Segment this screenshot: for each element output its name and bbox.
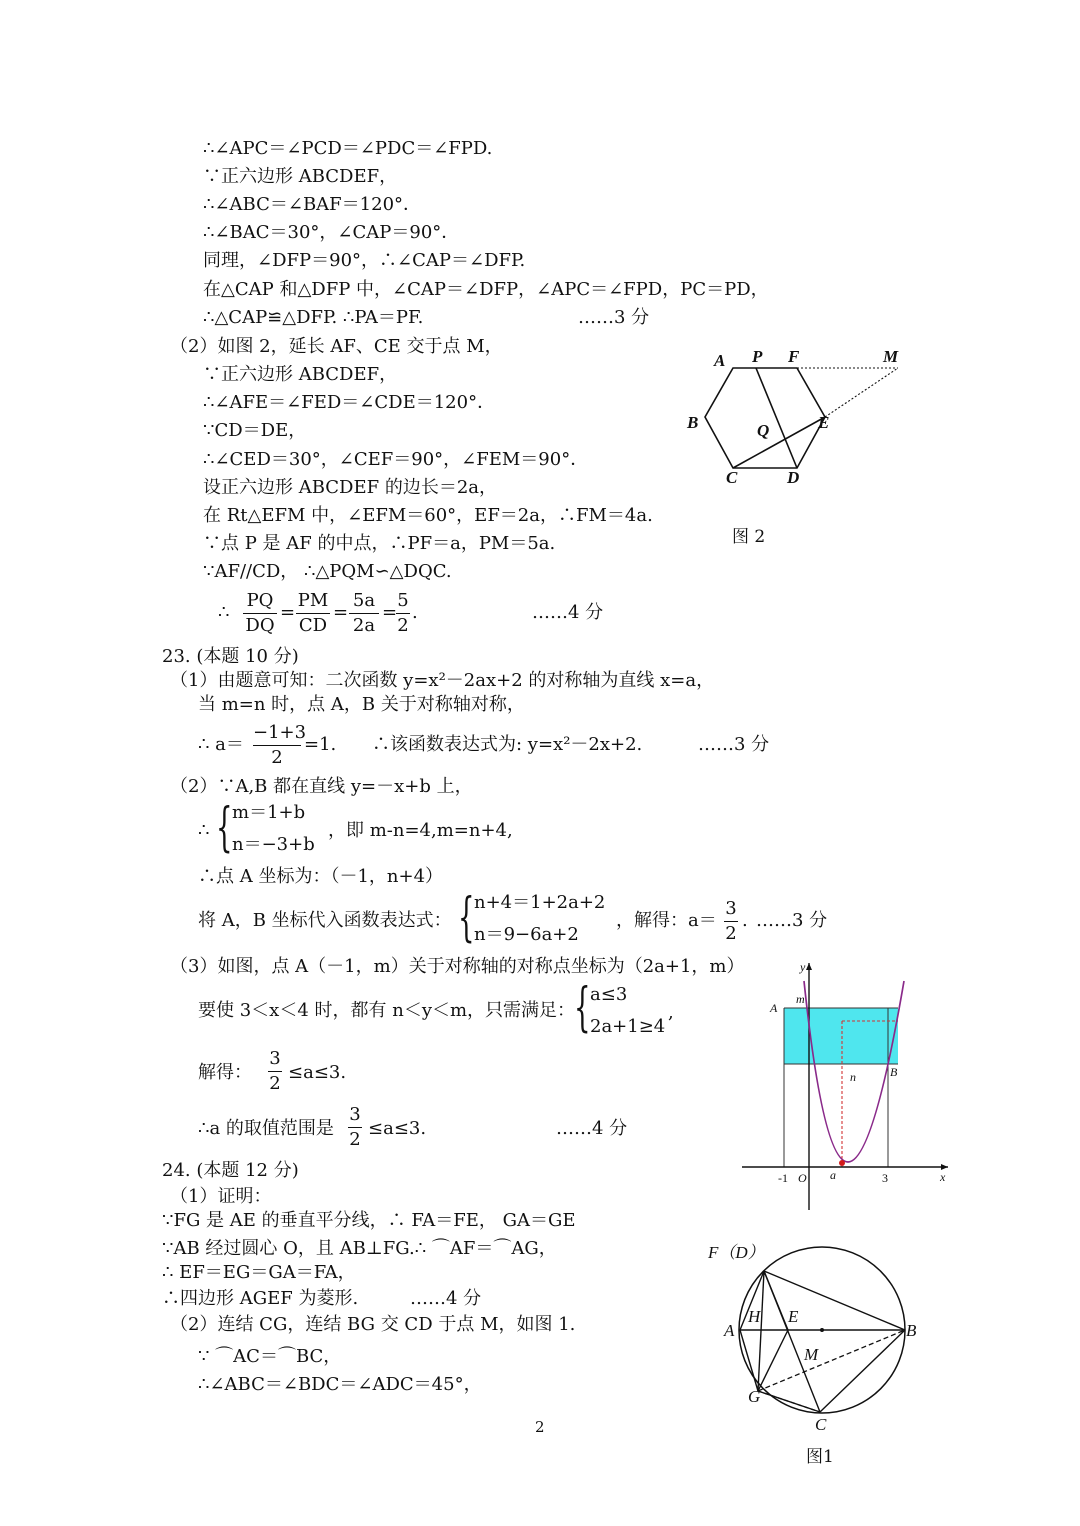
- label-FD: F（D）: [708, 1243, 765, 1262]
- label-C: C: [726, 468, 738, 487]
- label-M: M: [804, 1345, 819, 1364]
- label-B: B: [906, 1321, 917, 1340]
- label-A: A: [714, 351, 726, 370]
- label-P: P: [752, 347, 763, 366]
- label-C: C: [815, 1415, 827, 1434]
- dashed-segment-gb: [758, 1330, 905, 1391]
- segment-ge: [758, 1330, 788, 1391]
- label-E: E: [788, 1307, 799, 1326]
- label-B: B: [687, 413, 699, 432]
- brace: {: [574, 978, 591, 1038]
- vertex-point: [839, 1160, 845, 1166]
- label-A: A: [770, 1001, 778, 1015]
- shaded-region: [784, 1008, 898, 1064]
- text-line: ，即 m-n=4,m=n+4,: [328, 820, 513, 841]
- chord-fg: [758, 1271, 764, 1391]
- text-line: ∴△CAP≌△DFP. ∴PA＝PF.: [203, 307, 424, 328]
- text-line: （3）如图，点 A（－1，m）关于对称轴的对称点坐标为（2a+1，m）: [170, 956, 745, 977]
- text-line: ∴四边形 AGEF 为菱形.: [162, 1288, 359, 1309]
- text-line: ∵FG 是 AE 的垂直平分线，∴ FA＝FE， GA＝GE: [162, 1210, 576, 1231]
- text-line: 将 A，B 坐标代入函数表达式：: [198, 910, 452, 931]
- parabola-graph: [738, 955, 960, 1215]
- text-line: ，解得：a＝: [616, 910, 717, 931]
- label-y: y: [800, 960, 806, 974]
- text-line: ≤a≤3.: [288, 1062, 347, 1083]
- score-label: ……4 分: [532, 602, 604, 623]
- text-line: ∴点 A 坐标为：（－1，n+4）: [198, 866, 444, 887]
- text-line: 当 m=n 时，点 A，B 关于对称轴对称，: [198, 694, 525, 715]
- text-line: ∵AF//CD， ∴△PQM∽△DQC.: [203, 561, 452, 582]
- text-line: ∵AB 经过圆心 O，且 AB⊥FG.∴ ⌒AF＝⌒AG，: [162, 1238, 557, 1259]
- label-H: H: [748, 1307, 761, 1326]
- label-F: F: [788, 347, 800, 366]
- fraction: 3 2: [269, 1048, 281, 1094]
- label-a: a: [830, 1168, 836, 1182]
- document-page: ∴∠APC＝∠PCD＝∠PDC＝∠FPD. ∵正六边形 ABCDEF， ∴∠ABC＝∠BAF＝120°． ∴∠BAC＝30°，∠CAP＝90°． 同理，∠DFP＝90°，∴∠CAP＝∠DFP. 在△CAP 和△DFP 中，∠CAP＝∠DFP，∠APC＝∠FPD，PC＝PD， ∴△CAP≌△DFP. ∴PA＝PF. ……3 分 （2）如图 2，延长 AF、CE 交于点 M， ∵正六边形 ABCDEF， ∴∠AFE＝∠FED＝∠CDE＝120°． ∵CD＝DE， ∴∠CED＝30°，∠CEF＝90°，∠FEM＝90°． 设正六边形 ABCDEF 的边长＝2a， 在 Rt△EFM 中，∠EFM＝60°，EF＝2a，∴FM＝4a. ∵点 P 是 AF 的中点，∴PF＝a，PM＝5a. ∵AF//CD， ∴△PQM∽△DQC. ∴ PQ DQ = PM CD = 5a 2a = 5 2 . ……4 分 23. (本题 10 分) （1）由题意可知：二次函数 y=x²－2ax+2 的对称轴为直线 x=a， 当 m=n 时，点 A，B 关于对称轴对称， ∴ a＝ −1+3 2 =1. ∴该函数表达式为: y=x²－2x+2. ……3 分 （2）∵A,B 都在直线 y=－x+b 上， ∴ { m＝1+b n＝−3+b ，即 m-n=4,m=n+4, ∴点 A 坐标为：（－1，n+4） 将 A，B 坐标代入函数表达式： { n+4＝1+2a+2 n＝9−6a+2 ，解得：a＝ 3 2 . ……3 分 （3）如图，点 A（－1，m）关于对称轴的对称点坐标为（2a+1，m） 要使 3＜x＜4 时，都有 n＜y＜m，只需满足： { a≤3 2a+1≥4 , 解得： 3 2 ≤a≤3. ∴a 的取值范围是 3 2 ≤a≤3. ……4 分 24. (本题 12 分) （1）证明： ∵FG 是 AE 的垂直平分线，∴ FA＝FE， GA＝GE ∵AB 经过圆心 O，且 AB⊥FG.∴ ⌒AF＝⌒AG， ∴ EF＝EG＝GA＝FA， ∴四边形 AGEF 为菱形. ……4 分 （2）连结 CG，连结 BG 交 CD 于点 M，如图 1. ∵ ⌒AC＝⌒BC， ∴∠ABC＝∠BDC＝∠ADC＝45°， 2 A P F M B Q E C D 图 2 y x A m B n O a -1 3 F（D） A H E B M G C 图1: [0, 0, 1080, 1526]
- fraction: PM CD: [297, 590, 329, 636]
- fraction: 3 2: [349, 1104, 361, 1150]
- brace: {: [216, 798, 233, 858]
- text-line: 解得：: [198, 1062, 252, 1083]
- text-line: ∵CD＝DE，: [203, 420, 307, 441]
- score-label: ……3 分: [756, 910, 828, 931]
- system-line: n+4＝1+2a+2: [474, 892, 606, 913]
- text-line: （2）如图 2，延长 AF、CE 交于点 M，: [170, 336, 503, 357]
- label-G: G: [748, 1387, 761, 1406]
- label-O: O: [798, 1171, 807, 1185]
- score-label: ……4 分: [556, 1118, 628, 1139]
- label-x: x: [940, 1170, 946, 1184]
- segment-ag: [740, 1330, 758, 1391]
- text-line: （1）证明：: [170, 1186, 272, 1207]
- figure-2-hexagon: [680, 340, 920, 510]
- text-line: ∴∠APC＝∠PCD＝∠PDC＝∠FPD.: [203, 138, 493, 159]
- text-line: 设正六边形 ABCDEF 的边长＝2a，: [203, 477, 498, 498]
- text-line: 在 Rt△EFM 中，∠EFM＝60°，EF＝2a，∴FM＝4a.: [203, 505, 653, 526]
- brace: {: [458, 888, 475, 948]
- system-line: n＝−3+b: [232, 834, 315, 855]
- text-line: 要使 3＜x＜4 时，都有 n＜y＜m，只需满足：: [198, 1000, 576, 1021]
- text-line: ∴∠ABC＝∠BDC＝∠ADC＝45°，: [198, 1374, 482, 1395]
- text-line: ∵正六边形 ABCDEF，: [203, 364, 398, 385]
- question-title: 23. (本题 10 分): [162, 646, 299, 667]
- fraction: 5a 2a: [349, 590, 379, 637]
- text-line: 同理，∠DFP＝90°，∴∠CAP＝∠DFP.: [203, 250, 526, 271]
- label-M: M: [883, 347, 899, 366]
- fraction: PQ DQ: [243, 590, 277, 637]
- label-A: A: [724, 1321, 735, 1340]
- text-line: （2）连结 CG，连结 BG 交 CD 于点 M，如图 1.: [170, 1314, 576, 1335]
- fraction: −1+3 2: [253, 722, 307, 768]
- segment-pd: [756, 368, 797, 468]
- question-title: 24. (本题 12 分): [162, 1160, 299, 1181]
- text-line: ∴ EF＝EG＝GA＝FA，: [162, 1262, 356, 1283]
- label-m: m: [796, 992, 805, 1006]
- text-line: ∴该函数表达式为: y=x²－2x+2.: [372, 734, 643, 755]
- text-line: ∴∠AFE＝∠FED＝∠CDE＝120°．: [203, 392, 496, 413]
- text-line: （2）∵A,B 都在直线 y=－x+b 上，: [170, 776, 473, 797]
- dotted-line-em: [825, 368, 898, 417]
- text-line: ∵点 P 是 AF 的中点，∴PF＝a，PM＝5a.: [203, 533, 556, 554]
- score-label: ……3 分: [578, 307, 650, 328]
- score-label: ……3 分: [698, 734, 770, 755]
- text-line: ≤a≤3.: [368, 1118, 427, 1139]
- text-line: ∵ ⌒AC＝⌒BC，: [198, 1346, 342, 1367]
- system-line: n＝9−6a+2: [474, 924, 579, 945]
- text-line: ∴ a＝: [198, 734, 244, 755]
- segment-cb: [820, 1330, 905, 1412]
- text-line: ∴∠CED＝30°，∠CEF＝90°，∠FEM＝90°．: [203, 449, 589, 470]
- label-B: B: [890, 1065, 898, 1079]
- label-3: 3: [882, 1171, 888, 1185]
- therefore-symbol: ∴: [218, 602, 230, 623]
- text-line: ∴a 的取值范围是: [198, 1118, 334, 1139]
- center-point: [820, 1328, 824, 1332]
- fraction: 5 2: [397, 590, 409, 636]
- figure-1-caption: 图1: [806, 1447, 834, 1467]
- label-D: D: [787, 468, 800, 487]
- text-line: ∵正六边形 ABCDEF，: [203, 166, 398, 187]
- score-label: ……4 分: [410, 1288, 482, 1309]
- system-line: 2a+1≥4: [590, 1016, 666, 1037]
- text-line: （1）由题意可知：二次函数 y=x²－2ax+2 的对称轴为直线 x=a，: [170, 670, 715, 691]
- system-line: a≤3: [590, 984, 628, 1005]
- fraction: 3 2: [725, 898, 737, 944]
- label-Q: Q: [757, 421, 770, 440]
- page-number: 2: [535, 1418, 545, 1436]
- figure-1-circle: [700, 1236, 940, 1436]
- label-n: n: [850, 1070, 856, 1084]
- hexagon-shape: [705, 368, 825, 468]
- figure-2-caption: 图 2: [732, 527, 766, 547]
- text-line: 在△CAP 和△DFP 中，∠CAP＝∠DFP，∠APC＝∠FPD，PC＝PD，: [203, 279, 769, 300]
- text-line: ∴∠ABC＝∠BAF＝120°．: [203, 194, 422, 215]
- label-neg1: -1: [778, 1171, 788, 1185]
- system-line: m＝1+b: [232, 802, 306, 823]
- label-E: E: [818, 413, 830, 432]
- text-line: ∴∠BAC＝30°，∠CAP＝90°．: [203, 222, 460, 243]
- text-line: =1.: [304, 734, 337, 755]
